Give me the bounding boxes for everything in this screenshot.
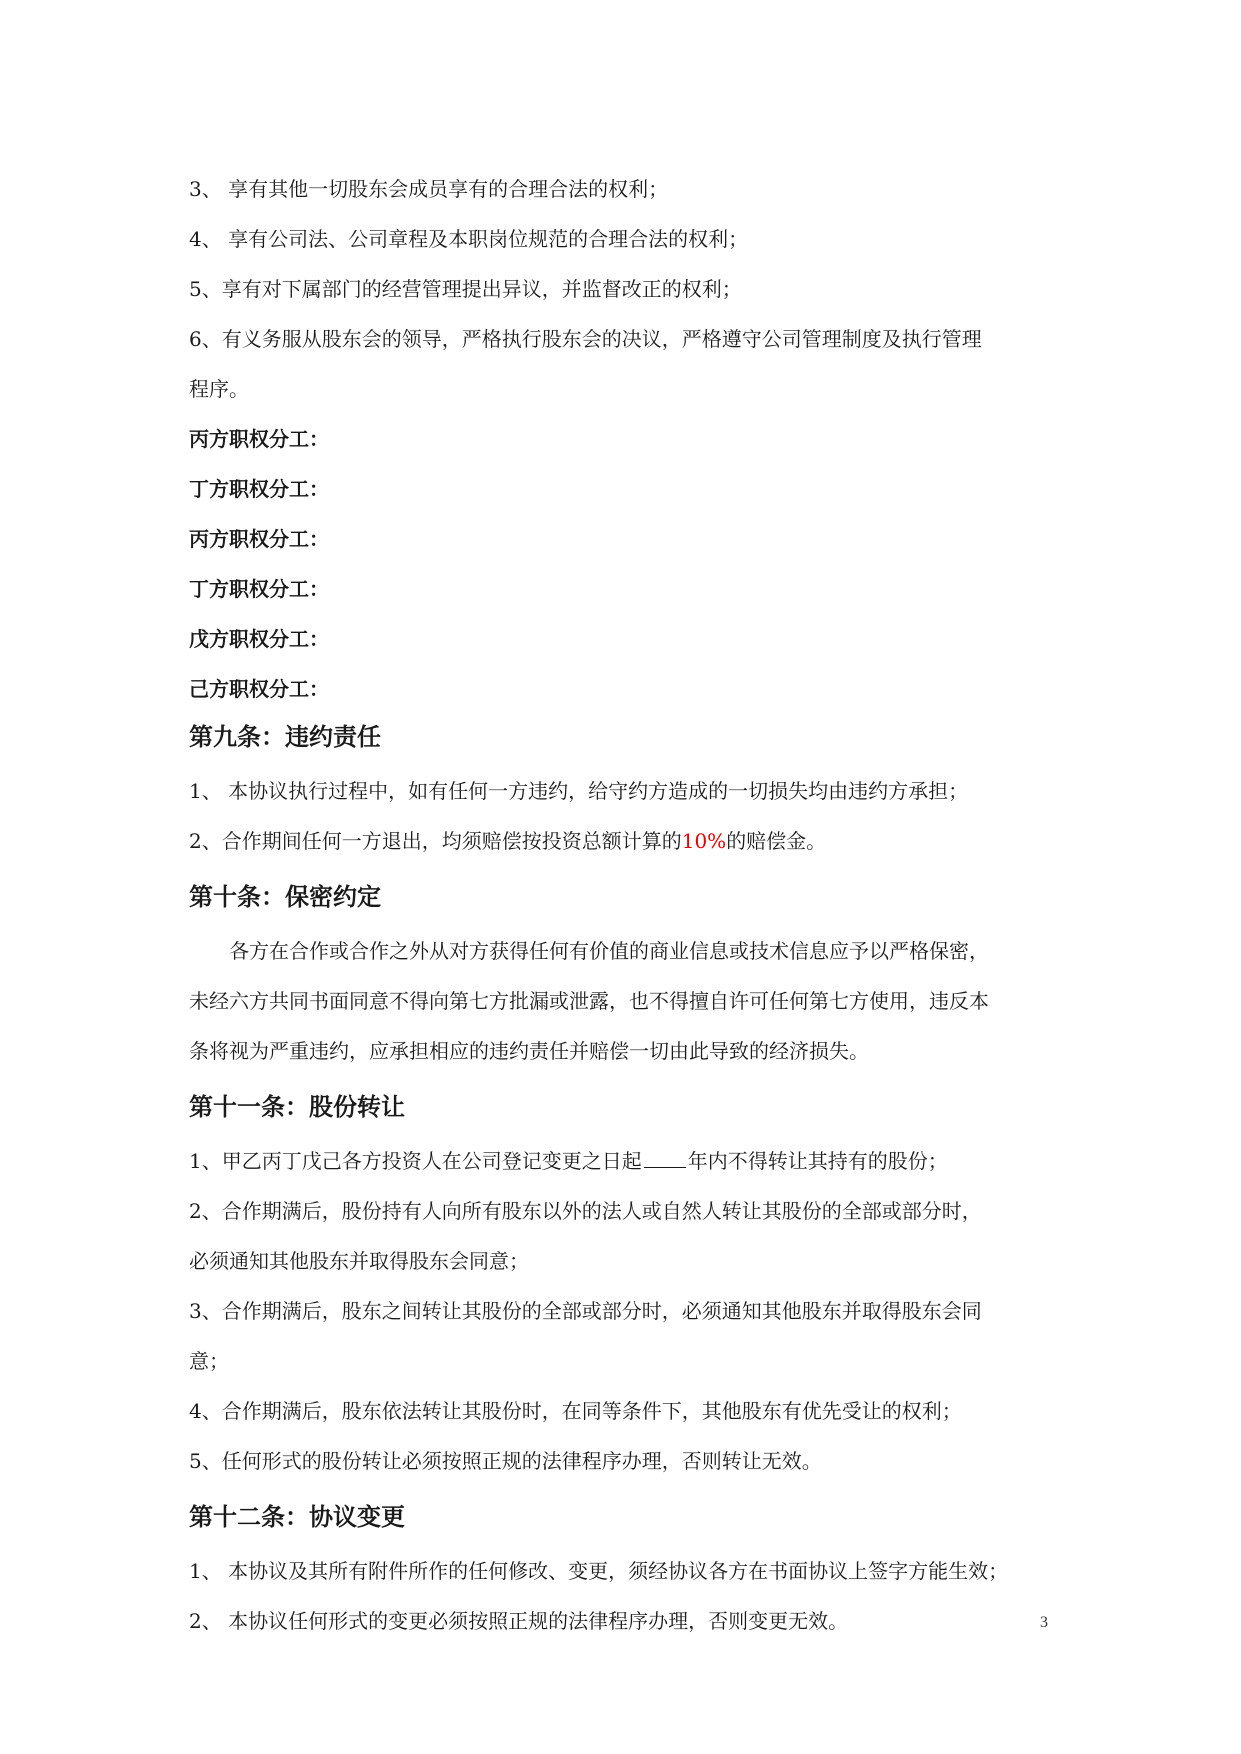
article-10-line3: 条将视为严重违约，应承担相应的违约责任并赔偿一切由此导致的经济损失。 <box>189 1039 869 1063</box>
penalty-percentage: 10% <box>681 829 727 853</box>
duty-item-6-line1: 6、有义务服从股东会的领导，严格执行股东会的决议，严格遵守公司管理制度及执行管理 <box>189 327 982 351</box>
role-bing-2: 丙方职权分工： <box>189 527 329 551</box>
role-ji: 己方职权分工： <box>189 677 329 701</box>
article-9-item-2-tail: 的赔偿金。 <box>726 829 827 853</box>
article-9-item-2-text: 2、合作期间任何一方退出，均须赔偿按投资总额计算的 <box>189 829 682 853</box>
article-11-item-1-tail: 年内不得转让其持有的股份； <box>687 1149 948 1173</box>
role-ding-2: 丁方职权分工： <box>189 577 329 601</box>
role-bing: 丙方职权分工： <box>189 427 329 451</box>
article-10-line2: 未经六方共同书面同意不得向第七方批漏或泄露，也不得擅自许可任何第七方使用，违反本 <box>189 989 989 1013</box>
article-9-heading: 第九条：违约责任 <box>189 722 381 751</box>
article-11-item-2-line1: 2、合作期满后，股份持有人向所有股东以外的法人或自然人转让其股份的全部或部分时， <box>189 1199 982 1223</box>
article-9-item-1: 1、 本协议执行过程中，如有任何一方违约，给守约方造成的一切损失均由违约方承担； <box>189 779 969 803</box>
document-body <box>189 164 1059 1646</box>
article-10-line1: 各方在合作或合作之外从对方获得任何有价值的商业信息或技术信息应予以严格保密， <box>229 939 989 963</box>
article-11-item-4: 4、合作期满后，股东依法转让其股份时，在同等条件下，其他股东有优先受让的权利； <box>189 1399 962 1423</box>
article-11-item-2-line2: 必须通知其他股东并取得股东会同意； <box>189 1249 529 1273</box>
article-11-item-1 <box>189 1136 1059 1186</box>
duty-item-6-line2: 程序。 <box>189 377 249 401</box>
right-item-4: 4、 享有公司法、公司章程及本职岗位规范的合理合法的权利； <box>189 227 749 251</box>
page-number: 3 <box>1040 1614 1048 1631</box>
years-blank-field[interactable] <box>644 1149 686 1168</box>
article-12-item-1: 1、 本协议及其所有附件所作的任何修改、变更，须经协议各方在书面协议上签字方能生效； <box>189 1559 1009 1583</box>
article-11-item-3-line1: 3、合作期满后，股东之间转让其股份的全部或部分时，必须通知其他股东并取得股东会同 <box>189 1299 982 1323</box>
article-11-item-5: 5、任何形式的股份转让必须按照正规的法律程序办理，否则转让无效。 <box>189 1449 822 1473</box>
role-ding: 丁方职权分工： <box>189 477 329 501</box>
role-wu: 戊方职权分工： <box>189 627 329 651</box>
article-12-item-2: 2、 本协议任何形式的变更必须按照正规的法律程序办理，否则变更无效。 <box>189 1609 849 1633</box>
right-item-5: 5、享有对下属部门的经营管理提出异议，并监督改正的权利； <box>189 277 742 301</box>
article-12-heading: 第十二条：协议变更 <box>189 1502 405 1531</box>
article-9-item-2 <box>189 816 1059 866</box>
right-item-3: 3、 享有其他一切股东会成员享有的合理合法的权利； <box>189 177 669 201</box>
article-11-item-3-line2: 意； <box>189 1349 229 1373</box>
article-10-heading: 第十条：保密约定 <box>189 882 381 911</box>
article-11-item-1-text: 1、甲乙丙丁戊己各方投资人在公司登记变更之日起 <box>189 1149 642 1173</box>
article-11-heading: 第十一条：股份转让 <box>189 1092 405 1121</box>
